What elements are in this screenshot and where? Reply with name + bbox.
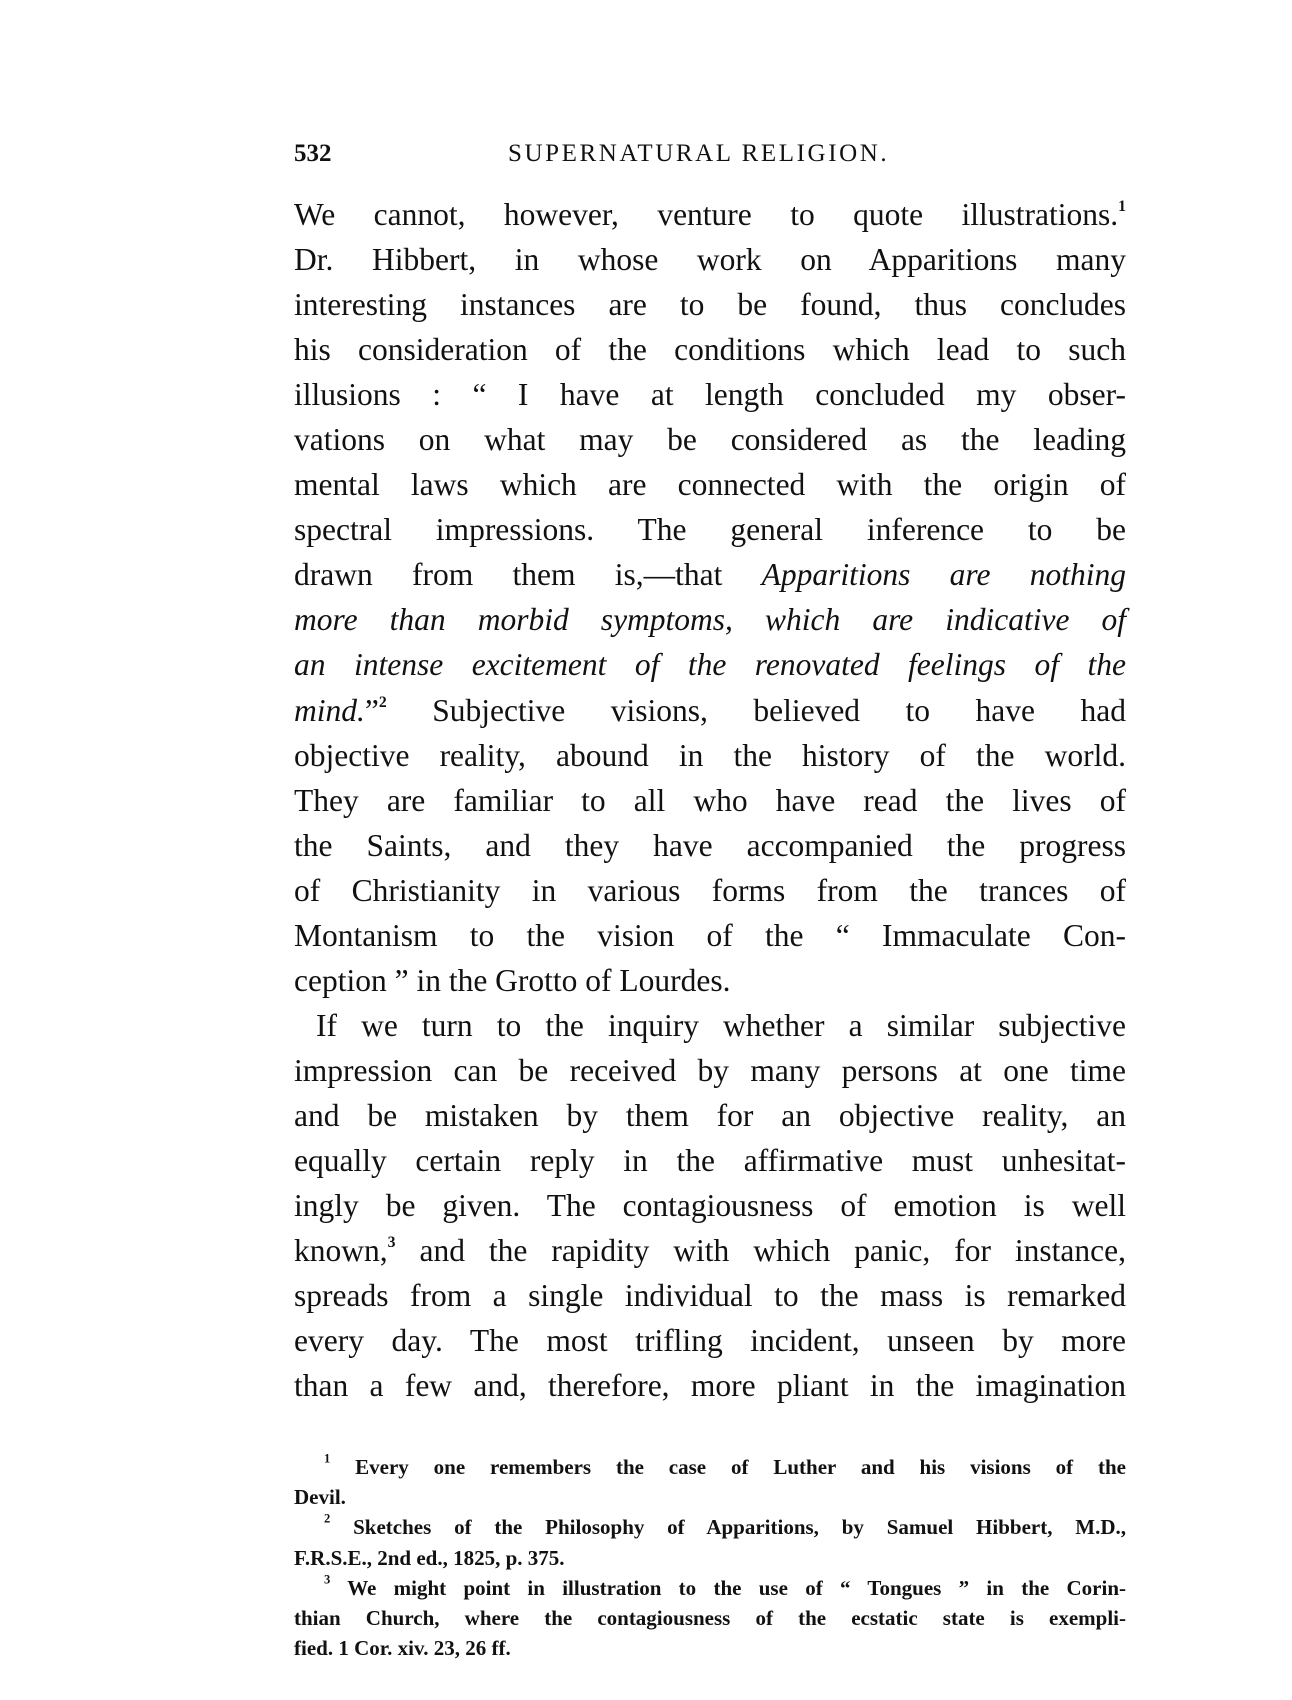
footnote-marker: 3 [387,1233,396,1251]
body-line [294,1273,1126,1318]
footnote-marker: 3 [324,1572,331,1587]
footnote-marker: 1 [1118,197,1126,215]
body-line [294,597,1126,642]
body-line [294,913,1126,958]
text-segment: Every one remembers the case of Luther and his visions of the [330,1455,1126,1479]
body-text [294,192,1126,1408]
footnote-line [294,1633,1126,1663]
text-segment: interesting instances are to be found, thus concludes [294,287,1126,323]
footnotes [294,1452,1126,1663]
text-segment: Devil. [294,1485,346,1510]
running-title: SUPERNATURAL RELIGION. [508,140,890,167]
text-segment: thian Church, where the contagiousness of the ecstatic state is exempli- [294,1605,1126,1630]
text-segment: known, [294,1233,388,1269]
body-line [294,327,1126,372]
body-line [294,192,1126,237]
text-segment: illusions : “ I have at length concluded my obser- [294,377,1126,413]
text-segment: and be mistaken by them for an objective reality, an [294,1097,1126,1133]
body-line [294,1093,1126,1138]
body-line [294,1363,1126,1408]
body-line [294,1003,1126,1048]
text-segment: spectral impressions. The general inference to be [294,512,1126,548]
body-line [294,417,1126,462]
body-line [294,958,1126,1003]
footnote-marker: 2 [378,693,387,711]
text-segment: every day. The most trifling incident, unseen by more [294,1323,1126,1359]
text-segment: his consideration of the conditions which lead to such [294,332,1126,368]
text-segment: Sketches of the Philosophy of Apparitions, by Samuel Hibbert, M.D., [330,1515,1126,1540]
body-line [294,372,1126,417]
text-segment: We cannot, however, venture to quote illustrations. [294,197,1119,232]
text-segment: fied. 1 Cor. xiv. 23, 26 ff. [294,1636,511,1661]
text-segment: They are familiar to all who have read the lives of [294,782,1126,818]
body-line [294,282,1126,327]
body-line [294,733,1126,778]
text-segment: the Saints, and they have accompanied the progress [294,827,1126,863]
footnote-marker: 2 [324,1512,331,1527]
body-line [294,1183,1126,1228]
text-segment: vations on what may be considered as the leading [294,422,1126,458]
italic-text: an intense excitement of the renovated feelings of the [294,647,1126,683]
body-line [294,237,1126,282]
body-line [294,1228,1126,1273]
text-segment: than a few and, therefore, more pliant in the imagination [294,1368,1126,1404]
text-segment: Subjective visions, believed to have had [386,692,1126,728]
text-segment: We might point in illustration to the use of “ Tongues ” in the Corin- [330,1575,1126,1600]
page-number: 532 [294,140,332,167]
body-line [294,1138,1126,1183]
body-line [294,823,1126,868]
text-segment: objective reality, abound in the history of the world. [294,737,1126,773]
footnote-line [294,1482,1126,1512]
text-segment: ception ” in the Grotto of Lourdes. [294,962,731,998]
body-line [294,1318,1126,1363]
footnote-line [294,1512,1126,1542]
body-line [294,688,1126,733]
text-segment: ” [364,692,379,728]
text-segment: mental laws which are connected with the origin of [294,467,1126,503]
body-line [294,507,1126,552]
footnote-line [294,1603,1126,1633]
text-segment: of Christianity in various forms from the trances of [294,872,1126,908]
body-line [294,1048,1126,1093]
footnote-line [294,1452,1126,1482]
text-segment: spreads from a single individual to the mass is remarked [294,1278,1126,1314]
italic-text: more than morbid symptoms, which are indicative of [294,602,1126,638]
body-line [294,462,1126,507]
text-segment: Dr. Hibbert, in whose work on Apparitions many [294,242,1126,278]
body-line [294,552,1126,597]
text-segment: If we turn to the inquiry whether a similar subjective [316,1007,1126,1043]
italic-text: mind. [294,692,365,728]
running-header [294,140,1126,180]
body-line [294,778,1126,823]
text-segment: and the rapidity with which panic, for instance, [395,1233,1126,1269]
body-line [294,868,1126,913]
text-segment: equally certain reply in the affirmative must unhesitat- [294,1142,1126,1178]
footnote-line [294,1573,1126,1603]
footnote-line [294,1543,1126,1573]
footnote-marker: 1 [324,1451,331,1466]
body-line [294,642,1126,687]
text-segment: drawn from them is,—that [294,557,762,593]
text-segment: ingly be given. The contagiousness of emotion is well [294,1188,1126,1224]
text-segment: impression can be received by many persons at one time [294,1052,1126,1088]
text-segment: F.R.S.E., 2nd ed., 1825, p. 375. [294,1545,565,1570]
italic-text: Apparitions are nothing [761,557,1126,593]
text-segment: Montanism to the vision of the “ Immaculate Con- [294,917,1126,953]
